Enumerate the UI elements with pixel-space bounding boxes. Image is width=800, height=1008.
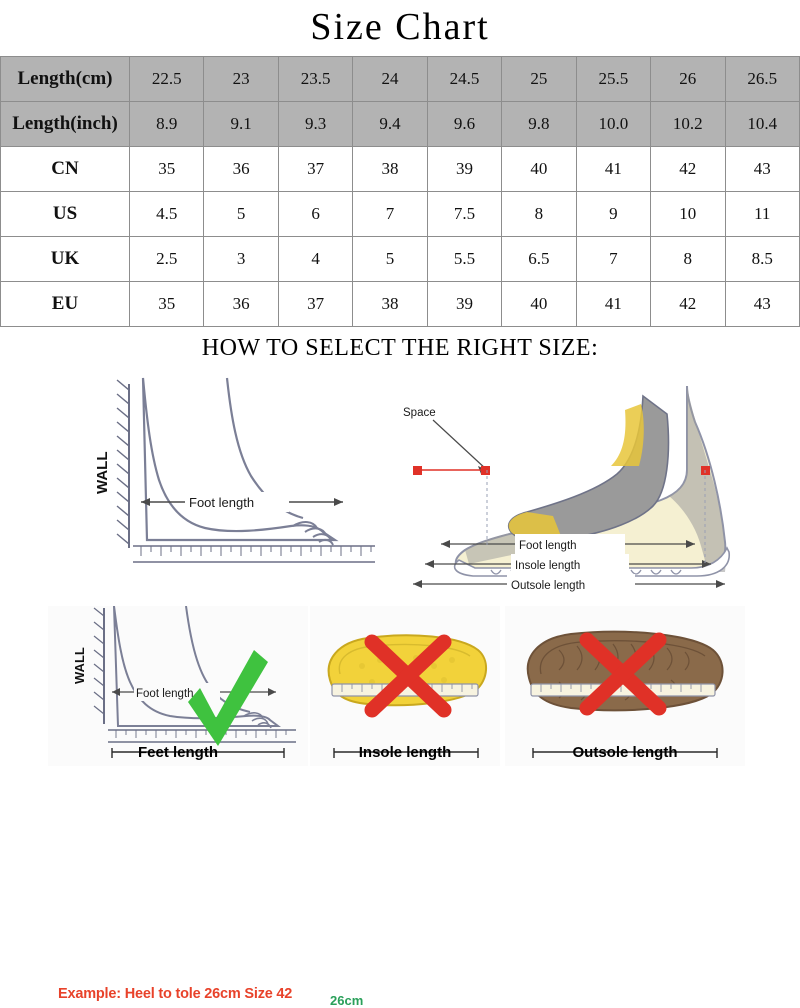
example-note: Example: Heel to tole 26cm Size 42 bbox=[58, 986, 293, 1002]
shoe-insole-length-label: Insole length bbox=[515, 560, 581, 572]
table-row bbox=[1, 102, 800, 147]
cell: 9.3 bbox=[278, 102, 352, 147]
cell: 24 bbox=[353, 57, 427, 102]
cell: 9.6 bbox=[427, 102, 501, 147]
cell: 10.4 bbox=[725, 102, 800, 147]
table-row bbox=[1, 57, 800, 102]
page-title: Size Chart bbox=[310, 6, 490, 48]
cell: 42 bbox=[651, 147, 725, 192]
row-header-length-inch: Length(inch) bbox=[1, 102, 130, 147]
cell: 9.4 bbox=[353, 102, 427, 147]
table-row bbox=[1, 192, 800, 237]
cell: 42 bbox=[651, 282, 725, 327]
cell: 5 bbox=[204, 192, 278, 237]
feet-length-caption: Feet length bbox=[137, 744, 218, 761]
cell: 5 bbox=[353, 237, 427, 282]
cell: 9 bbox=[576, 192, 650, 237]
table-row bbox=[1, 282, 800, 327]
cell: 23 bbox=[204, 57, 278, 102]
foot-length-label: Foot length bbox=[189, 495, 255, 510]
cm-note: 26cm bbox=[330, 993, 364, 1008]
cell: 35 bbox=[130, 147, 204, 192]
row-header-eu: EU bbox=[1, 282, 130, 327]
wall-label: WALL bbox=[94, 451, 111, 494]
cell: 43 bbox=[725, 282, 800, 327]
cell: 37 bbox=[278, 282, 352, 327]
row-header-uk: UK bbox=[1, 237, 130, 282]
cell: 39 bbox=[427, 282, 501, 327]
cell: 25 bbox=[502, 57, 576, 102]
cell: 7 bbox=[576, 237, 650, 282]
cell: 5.5 bbox=[427, 237, 501, 282]
row-header-us: US bbox=[1, 192, 130, 237]
cell: 36 bbox=[204, 282, 278, 327]
cell: 4.5 bbox=[130, 192, 204, 237]
cell: 41 bbox=[576, 282, 650, 327]
cell: 26.5 bbox=[725, 57, 800, 102]
table-row bbox=[1, 147, 800, 192]
cell: 40 bbox=[502, 282, 576, 327]
cell: 9.8 bbox=[502, 102, 576, 147]
cell: 10.0 bbox=[576, 102, 650, 147]
wall-label-bottom: WALL bbox=[72, 647, 87, 684]
cell: 11 bbox=[725, 192, 800, 237]
cell: 38 bbox=[353, 282, 427, 327]
row-header-cn: CN bbox=[1, 147, 130, 192]
cell: 40 bbox=[502, 147, 576, 192]
size-chart-body bbox=[1, 57, 800, 327]
shoe-cross-section-diagram bbox=[395, 374, 745, 604]
cell: 3 bbox=[204, 237, 278, 282]
cell: 2.5 bbox=[130, 237, 204, 282]
cell: 10.2 bbox=[651, 102, 725, 147]
cell: 38 bbox=[353, 147, 427, 192]
cell: 8.5 bbox=[725, 237, 800, 282]
correct-method-panel bbox=[48, 606, 308, 766]
section-subtitle: HOW TO SELECT THE RIGHT SIZE: bbox=[201, 335, 599, 361]
cell: 39 bbox=[427, 147, 501, 192]
table-row bbox=[1, 237, 800, 282]
cell: 6.5 bbox=[502, 237, 576, 282]
cell: 24.5 bbox=[427, 57, 501, 102]
shoe-foot-length-label: Foot length bbox=[519, 540, 577, 552]
insole-method-panel bbox=[310, 606, 500, 766]
cell: 25.5 bbox=[576, 57, 650, 102]
size-chart-table bbox=[0, 56, 800, 327]
cell: 4 bbox=[278, 237, 352, 282]
cell: 37 bbox=[278, 147, 352, 192]
space-label: Space bbox=[403, 407, 436, 419]
insole-length-caption: Insole length bbox=[358, 744, 452, 761]
cell: 36 bbox=[204, 147, 278, 192]
row-header-length-cm: Length(cm) bbox=[1, 57, 130, 102]
cell: 41 bbox=[576, 147, 650, 192]
cell: 7.5 bbox=[427, 192, 501, 237]
cell: 7 bbox=[353, 192, 427, 237]
foot-length-label-bottom: Foot length bbox=[136, 688, 194, 700]
cell: 10 bbox=[651, 192, 725, 237]
cell: 8 bbox=[502, 192, 576, 237]
shoe-outsole-length-label: Outsole length bbox=[511, 580, 586, 592]
cell: 8 bbox=[651, 237, 725, 282]
cell: 23.5 bbox=[278, 57, 352, 102]
cell: 6 bbox=[278, 192, 352, 237]
foot-measure-diagram bbox=[55, 376, 395, 591]
outsole-method-panel bbox=[505, 606, 745, 766]
cell: 22.5 bbox=[130, 57, 204, 102]
outsole-length-caption: Outsole length bbox=[572, 744, 678, 761]
cell: 35 bbox=[130, 282, 204, 327]
illustration-area bbox=[0, 366, 800, 1008]
cell: 9.1 bbox=[204, 102, 278, 147]
cell: 8.9 bbox=[130, 102, 204, 147]
cell: 26 bbox=[651, 57, 725, 102]
cell: 43 bbox=[725, 147, 800, 192]
